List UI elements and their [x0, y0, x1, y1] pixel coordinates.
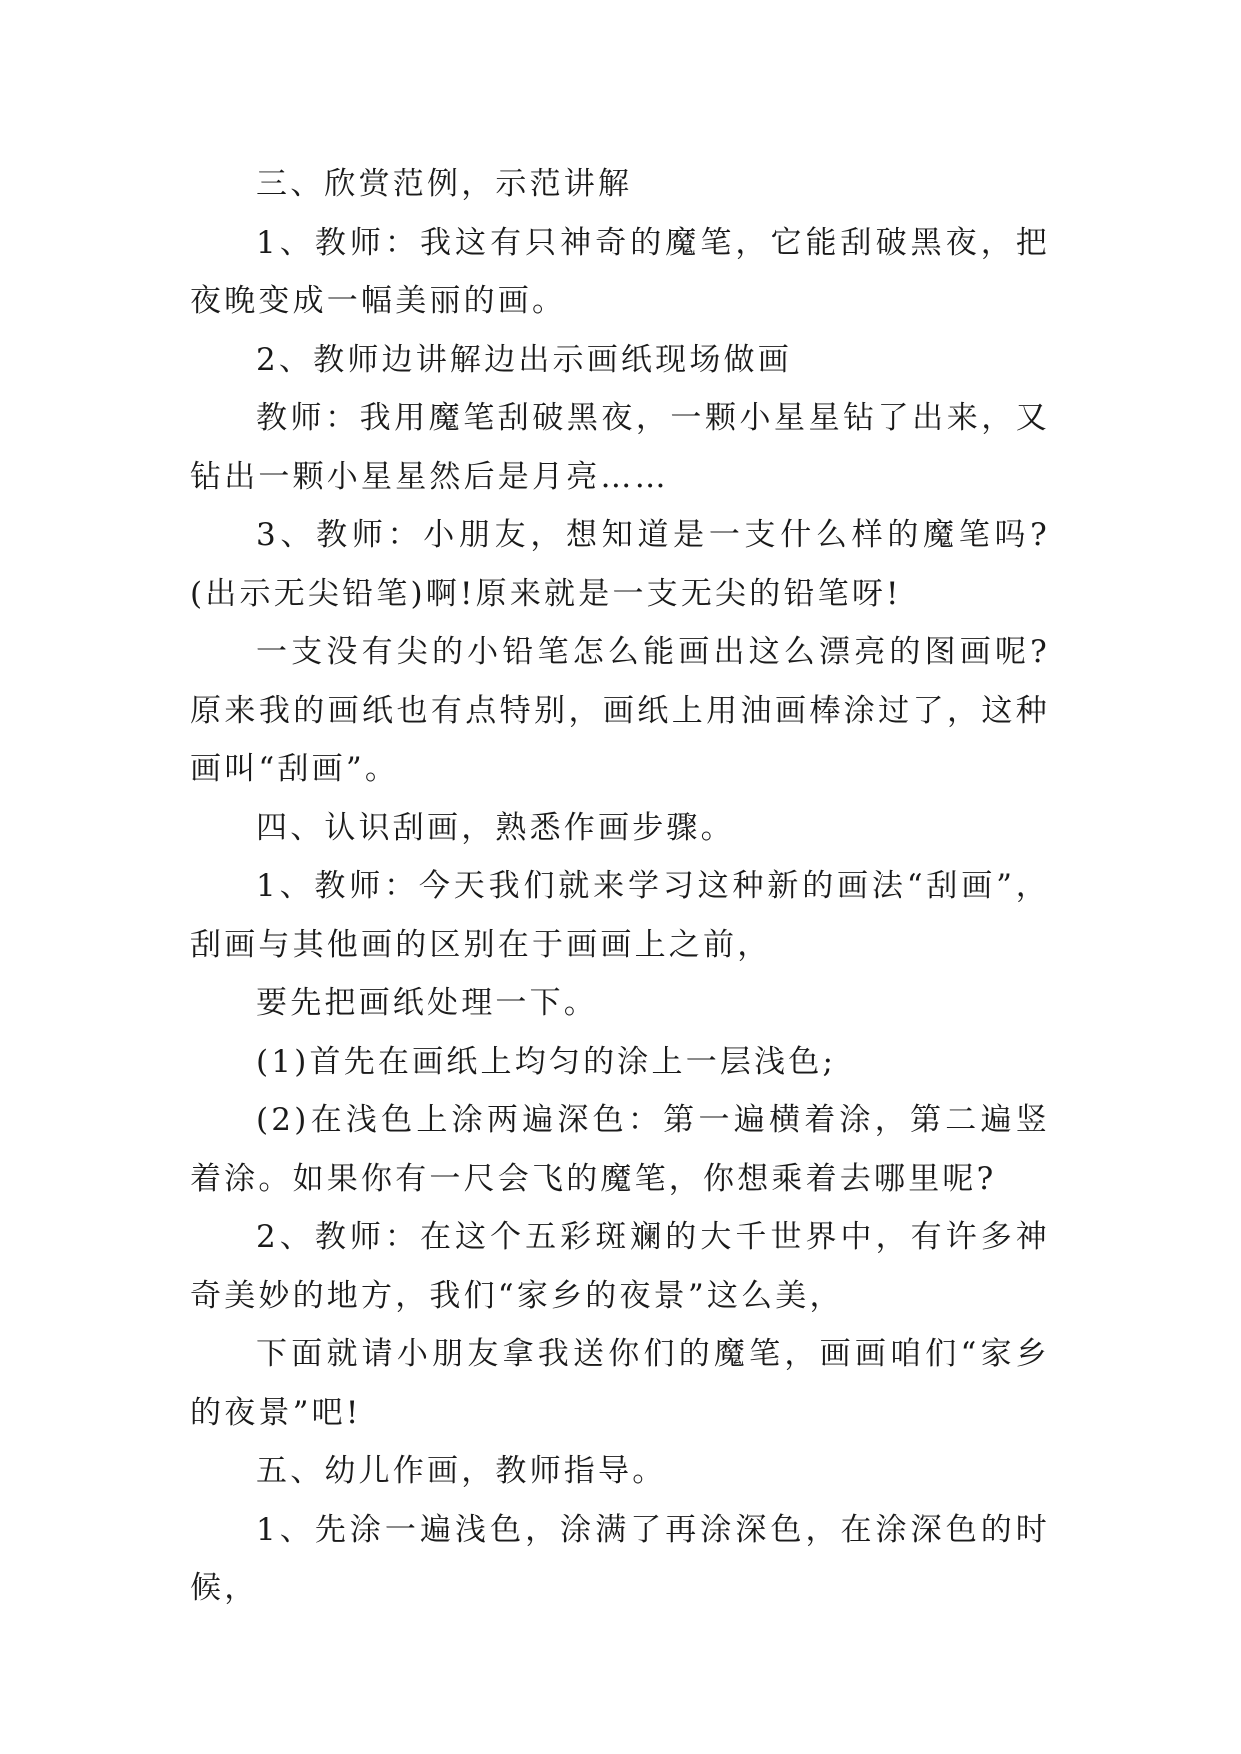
paragraph: 下面就请小朋友拿我送你们的魔笔，画画咱们“家乡的夜景”吧! — [190, 1336, 1050, 1431]
paragraph: (2)在浅色上涂两遍深色：第一遍横着涂，第二遍竖着涂。如果你有一尺会飞的魔笔，你想乘着去哪里呢? — [190, 1102, 1050, 1197]
section-heading-4: 四、认识刮画，熟悉作画步骤。 — [256, 809, 735, 846]
paragraph: 要先把画纸处理一下。 — [256, 985, 598, 1021]
paragraph: 1、教师：今天我们就来学习这种新的画法“刮画”，刮画与其他画的区别在于画画上之前， — [190, 868, 1050, 963]
paragraph: (1)首先在画纸上均匀的涂上一层浅色; — [256, 1043, 837, 1080]
section-heading-3: 三、欣赏范例，示范讲解 — [256, 166, 633, 202]
paragraph: 3、教师：小朋友，想知道是一支什么样的魔笔吗?(出示无尖铅笔)啊!原来就是一支无尖的铅笔呀! — [190, 517, 1050, 612]
paragraph: 2、教师边讲解边出示画纸现场做画 — [256, 341, 792, 378]
paragraph: 2、教师：在这个五彩斑斓的大千世界中，有许多神奇美妙的地方，我们“家乡的夜景”这么美， — [190, 1219, 1050, 1314]
document-body — [190, 155, 1050, 1618]
section-heading-5: 五、幼儿作画，教师指导。 — [256, 1453, 667, 1489]
paragraph: 一支没有尖的小铅笔怎么能画出这么漂亮的图画呢?原来我的画纸也有点特别，画纸上用油画棒涂过了，这种画叫“刮画”。 — [190, 634, 1050, 787]
paragraph: 教师：我用魔笔刮破黑夜，一颗小星星钻了出来，又钻出一颗小星星然后是月亮…… — [190, 400, 1050, 495]
paragraph: 1、教师：我这有只神奇的魔笔，它能刮破黑夜，把夜晚变成一幅美丽的画。 — [190, 224, 1050, 319]
paragraph: 1、先涂一遍浅色，涂满了再涂深色，在涂深色的时候， — [190, 1511, 1050, 1606]
